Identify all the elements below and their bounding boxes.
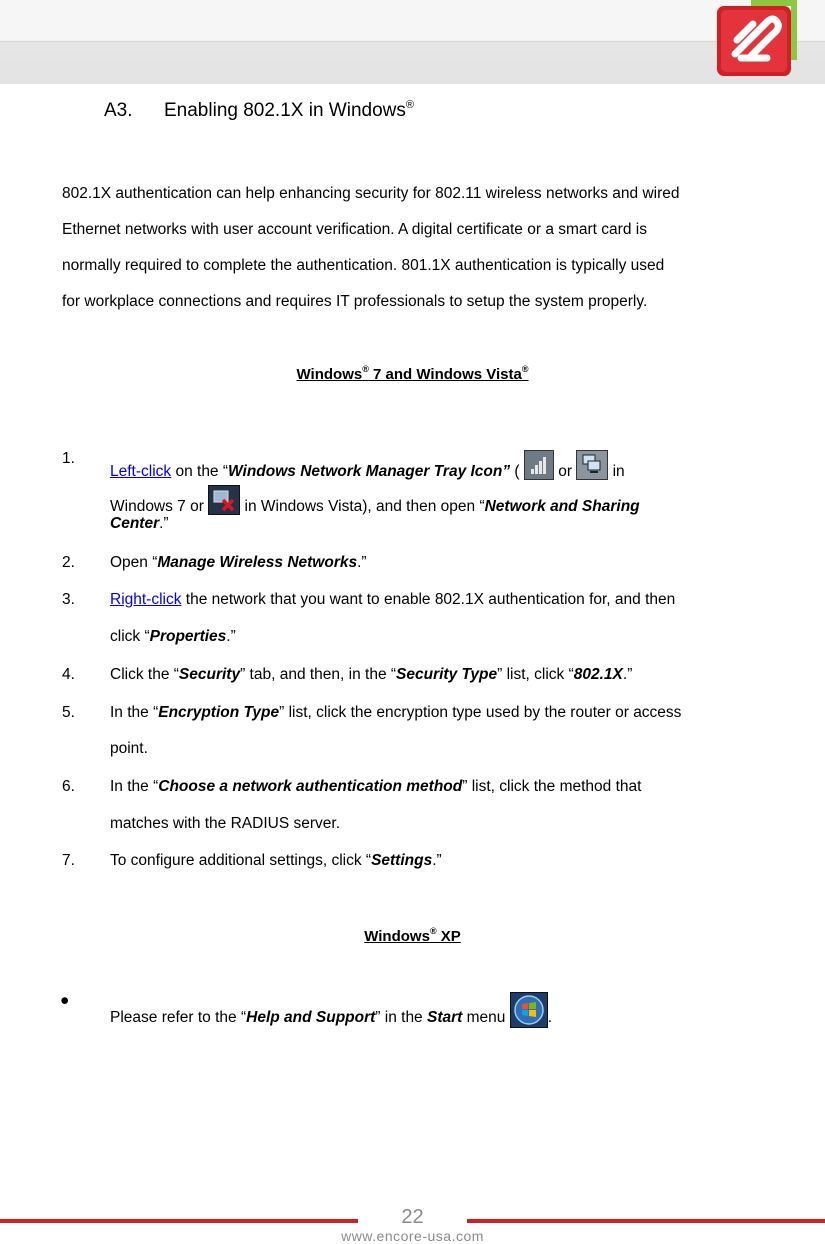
header-divider: [0, 41, 825, 42]
windows-start-orb-icon: [510, 992, 548, 1028]
page-number: 22: [401, 1206, 424, 1228]
footer-website: www.encore-usa.com: [341, 1228, 484, 1244]
encore-logo-icon: [717, 0, 799, 76]
wired-network-icon: [576, 450, 608, 480]
right-click-link[interactable]: Right-click: [110, 591, 182, 608]
section-title: A3. Enabling 802.1X in Windows®: [104, 99, 414, 121]
wireless-signal-icon: [524, 450, 554, 480]
left-click-link[interactable]: Left-click: [110, 463, 172, 480]
vista-heading: Windows® 7 and Windows Vista®: [296, 364, 529, 383]
header-band: [0, 0, 825, 84]
xp-heading: Windows® XP: [364, 926, 461, 945]
intro-paragraph: 802.1X authentication can help enhancing security for 802.11 wireless networks and wired Ethernet networks with user account verification. A digital certificate or a smart card is normally required to complete the authentication. 801.1X authentication is typically used for workplace connections and requires IT professionals to setup the system properly.: [62, 185, 680, 310]
disconnected-network-icon: [208, 485, 240, 515]
